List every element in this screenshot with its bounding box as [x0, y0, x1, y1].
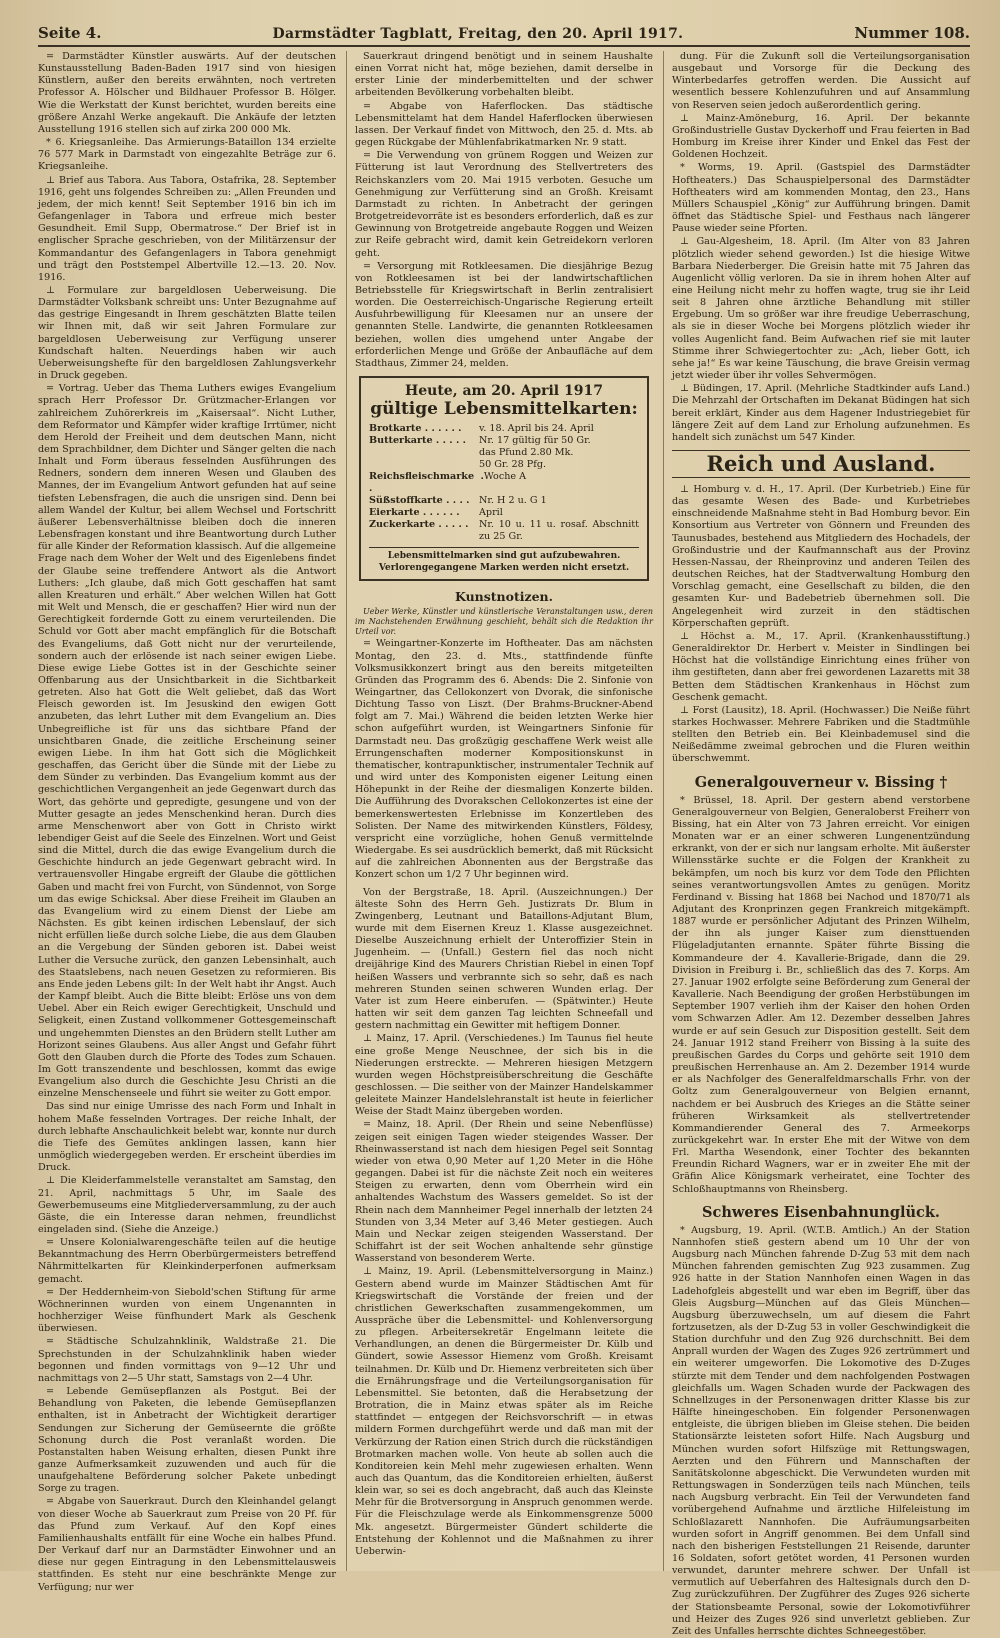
section-title-reich-ausland: Reich und Ausland.	[672, 450, 970, 478]
article: ⊥ Gau-Algesheim, 18. April. (Im Alter von 83 Jahren plötzlich wieder sehend geworden.) Ist die hiesige Witwe Barbara Niederberger. Die Greisin hatte mit 75 Jahren das Augenlicht völlig verloren. Da sie in ihrem hohen Alter auf eine Heilung nicht mehr zu hoffen wagte, trug sie ihr Leid seit 8 Jahren ohne ärztliche Behandlung mit stiller Ergebung. Um so größer war ihre freudige Ueberraschung, als sie in dieser Woche bei Morgens plötzlich wieder ihr volles Augenlicht fand. Beim Aufwachen rief sie mit lauter Stimme ihrer Schwiegertochter zu: „Ach, lieber Gott, ich sehe ja!“ Es war keine Täuschung, die brave Greisin vermag jetzt wieder über ihr volles Sehvermögen.	[672, 236, 970, 382]
issue-number: Nummer 108.	[854, 24, 970, 42]
box-heading-date: Heute, am 20. April 1917	[405, 383, 603, 400]
article: = Versorgung mit Rotkleesamen. Die diesjährige Bezug von Rotkleesamen ist bei der landwirtschaftlichen Betriebsstelle für Kriegswirtschaft in Berlin zentralisiert worden. Die Oesterreichisch-Ungarische Regierung erteilt Ausfuhrbewilligung für Kleesamen nur an unsere der genannten Stelle. Landwirte, die genannten Rotkleesamen beziehen, wollen dies umgehend unter Angabe der erforderlichen Menge und Größe der Anbaufläche auf dem Stadthaus, Zimmer 24, melden.	[355, 260, 653, 369]
article: = Lebende Gemüsepflanzen als Postgut. Bei der Behandlung von Paketen, die lebende Gemüsepflanzen enthalten, ist in Anbetracht der Wichtigkeit derartiger Sendungen zur Sicherung der Gemüseernte die größte Schonung durch die Post veranlaßt worden. Die Postanstalten haben Weisung erhalten, diesen Punkt ihre ganze Aufmerksamkeit zuzuwenden und auch für die unaufgehaltene Beförderung solcher Pakete unbedingt Sorge zu tragen.	[38, 1386, 336, 1495]
box-row	[369, 471, 639, 495]
box-note	[369, 547, 639, 574]
article: = Die Verwendung von grünem Roggen und Weizen zur Fütterung ist laut Verordnung des Stellvertreters des Reichskanzlers vom 20. Mai 1915 verboten. Gesuche um Genehmigung zur Verfütterung sind an Großh. Kreisamt Darmstadt zu richten. In Anbetracht der geringen Brotgetreidevorräte ist es besonders erforderlich, daß es zur Gewinnung von Brotgetreide angebaute Roggen und Weizen zur Reife gebracht wird, damit kein Getreidekorn verloren geht.	[355, 150, 653, 259]
row-value: Woche A	[483, 471, 527, 483]
article: * Worms, 19. April. (Gastspiel des Darmstädter Hoftheaters.) Das Schauspielpersonal des Darmstädter Hoftheaters wird am kommenden Montag, den 23., Hans Müllers Schauspiel „König“ zur Aufführung bringen. Damit öffnet das Städtische Spiel- und Festhaus nach längerer Pause wieder seine Pforten.	[672, 162, 970, 235]
row-key: Eierkarte . . . . . .	[369, 507, 460, 519]
row-key: Reichsfleischmarke . .	[369, 471, 484, 495]
article: = Abgabe von Haferflocken. Das städtische Lebensmittelamt hat dem Handel Haferflocken überwiesen lassen. Der Verkauf findet von Mittwoch, den 25. d. Mts. ab gegen Rückgabe der Mühlenfabrikatmarken Nr. 9 statt.	[355, 100, 653, 149]
row-value: 50 Gr. 28 Pfg.	[479, 459, 547, 471]
box-row	[369, 495, 639, 507]
box-row	[369, 459, 639, 471]
article: * Augsburg, 19. April. (W.T.B. Amtlich.) An der Station Nannhofen stieß gestern abend um 10 Uhr der von Augsburg nach München fahrende D-Zug 53 mit dem nach München fahrenden gemischten Zug 923 zusammen. Zug 926 hatte in der Station Nannhofen einen Wagen in das Ladehofgleis abgestellt und war eben im Begriff, über das Gleis Augsburg—München auf das Gleis München—Augsburg überzuwechseln, um auf diesem die Fahrt fortzusetzen, als der D-Zug 53 in voller Geschwindigkeit die Station durchfuhr und den Zug 926 durchschnitt. Bei dem Anprall wurden der Wagen des Zuges 926 zertrümmert und ein weiterer umgeworfen. Die Lokomotive des D-Zuges stürzte mit dem Tender und dem nachfolgenden Postwagen gleichfalls um. Wagen Schaden wurde der Packwagen des Schnellzuges in der Personenwagen dritter Klasse bis zur Hälfte hineingeschoben. Ein folgender Personenwagen entgleiste, die übrigen blieben im Gleise stehen. Die beiden Stationsärzte leisteten sofort Hilfe. Nach Augsburg und München wurden sofort Hilfszüge mit Rettungswagen, Aerzten und den Führern und Mannschaften der Sanitätskolonne abgeschickt. Die Verwundeten wurden mit Rettungswagen in Sonderzügen teils nach München, teils nach Augsburg verbracht. Ein Teil der Verwundeten fand vorübergehend Aufnahme und ärztliche Hilfeleistung im Schloßlazarett Nannhofen. Die Aufräumungsarbeiten wurden sofort in Angriff genommen. Bei dem Unfall sind nach den bisherigen Feststellungen 21 Reisende, darunter 16 Soldaten, sofort getötet worden, 41 Personen wurden verwundet, darunter mehrere schwer. Der Unfall ist vermutlich auf Ueberfahren des Haltesignals durch den D-Zug zurückzuführen. Der Zugführer des Zuges 926 sicherte der Stationsbeamte Personal, sowie der Lokomotivführer und Heizer des Zuges 926 sind unverletzt geblieben. Zur Zeit des Unfalles herrschte dichtes Schneegestöber.	[672, 1224, 970, 1637]
article: dung. Für die Zukunft soll die Verteilungsorganisation ausgebaut und Vorsorge für die Deckung des Winterbedarfes getroffen werden. Die Aussicht auf wesentlich bessere Kohlenzufuhren und auf Ansammlung von Reserven seien jedoch außerordentlich gering.	[672, 51, 970, 111]
article: = Städtische Schulzahnklinik, Waldstraße 21. Die Sprechstunden in der Schulzahnklinik haben wieder begonnen und finden vormittags von 9—12 Uhr und nachmittags von 2—5 Uhr statt, Samstags von 2—4 Uhr.	[38, 1336, 336, 1384]
page-number-label: Seite 4.	[38, 24, 102, 42]
row-value: das Pfund 2.80 Mk.	[479, 447, 574, 459]
article: = Der Heddernheim-von Siebold'schen Stiftung für arme Wöchnerinnen wurden von einem Ungenannten in hochherziger Weise fünfhundert Mark als Geschenk überwiesen.	[38, 1286, 336, 1335]
article: ⊥ Die Kleiderfammelstelle veranstaltet am Samstag, den 21. April, nachmittags 5 Uhr, im Saale des Gewerbemuseums eine Mitgliederversammlung, zu der auch Gäste, die ein Interesse daran nehmen, freundlichst eingeladen sind. (Siehe die Anzeige.)	[38, 1175, 336, 1235]
article: ⊥ Mainz-Amöneburg, 16. April. Der bekannte Großindustrielle Gustav Dyckerhoff und Frau feierten in Bad Homburg im Kreise ihrer Kinder und Enkel das Fest der Goldenen Hochzeit.	[672, 112, 970, 161]
editorial-disclaimer: Ueber Werke, Künstler und künstlerische Veranstaltungen usw., deren im Nachstehenden Erwähnung geschieht, behält sich die Redaktion ihr Urteil vor.	[355, 607, 653, 637]
column-1	[38, 51, 336, 1593]
row-key: Butterkarte . . . . .	[369, 435, 466, 447]
headline-bissing: Generalgouverneur v. Bissing †	[694, 773, 948, 791]
article: = Darmstädter Künstler auswärts. Auf der deutschen Kunstausstellung Baden-Baden 1917 sind von hiesigen Künstlern, außer den bereits erwähnten, noch vertreten Professor A. Hölscher und Bildhauer Professor B. Hölger. Wie die Werkstatt der Kunst berichtet, wurden bereits eine größere Anzahl Werke angekauft. Die Ankäufe der letzten Ausstellung 1916 stellen sich auf zirka 200 000 Mk.	[38, 51, 336, 135]
article: ⊥ Homburg v. d. H., 17. April. (Der Kurbetrieb.) Eine für das gesamte Wesen des Bade- und Kurbetriebes einschneidende Maßnahme steht in Bad Homburg bevor. Ein Konsortium aus Vertreter von Gönnern und Freunden des Taunusbades, bestehend aus Mitgliedern des Hochadels, der Großindustrie und der Kaufmannschaft aus der Provinz Hessen-Nassau, der Rheinprovinz und anderen Teilen des deutschen Reiches, hat der Stadtverwaltung Homburg den Vorschlag gemacht, eine Gesellschaft zu bilden, die den gesamten Kur- und Badebetrieb übernehmen soll. Die Angelegenheit wird zurzeit in den städtischen Körperschaften geprüft.	[672, 484, 970, 629]
article: * Brüssel, 18. April. Der gestern abend verstorbene Generalgouverneur von Belgien, Generaloberst Freiherr von Bissing, hat ein Alter von 73 Jahren erreicht. Vor einigen Monaten war er an einer schweren Lungenentzündung erkrankt, von der er sich nur langsam erholte. Mit äußerster Willensstärke suchte er die Folgen der Krankheit zu bekämpfen, um noch bis kurz vor dem Tode den Pflichten seines verantwortungsvollen Amtes zu genügen. Moritz Ferdinand v. Bissing hat 1868 bei Nachod und 1870/71 als Adjutant des Kronprinzen gegen Frankreich mitgekämpft. 1887 wurde er persönlicher Adjutant des Prinzen Wilhelm, der ihn als junger Kaiser zum diensttuenden Flügeladjutanten ernannte. Später führte Bissing die Kommandeure der 4. Kavallerie-Brigade, dann die 29. Division in Freiburg i. Br., schließlich das des 7. Korps. Am 27. Januar 1902 erfolgte seine Beförderung zum General der Kavallerie. Nach Beendigung der großen Herbstübungen im September 1907 verlieh ihm der Kaiser den hohen Orden vom Schwarzen Adler. Am 12. Dezember desselben Jahres wurde er auf sein Gesuch zur Disposition gestellt. Seit dem 24. Januar 1912 stand Freiherr von Bissing à la suite des preußischen Gardes du Corps und gehörte seit 1910 dem preußischen Herrenhause an. Am 2. Dezember 1914 wurde er als Nachfolger des Generalfeldmarschalls Frhr. von der Goltz zum Generalgouverneur von Belgien ernannt, nachdem er bei Ausbruch des Krieges an die Stätte seiner früheren Wirksamkeit als stellvertretender Kommandierender General des 7. Armeekorps zurückgekehrt war. In erster Ehe mit der Witwe von dem Frl. Martha Wesendonk, einer Tochter des bekannten Freundin Richard Wagners, war er in zweiter Ehe mit der Gräfin Alice Königsmark verheiratet, eine Tochter des Schloßhauptmanns von Rheinsberg.	[672, 794, 970, 1195]
article: * 6. Kriegsanleihe. Das Armierungs-Bataillon 134 erzielte 76 577 Mark in Darmstadt von eingezahlte Beträge zur 6. Kriegsanleihe.	[38, 137, 336, 173]
newspaper-title: Darmstädter Tagblatt, Freitag, den 20. April 1917.	[272, 26, 684, 42]
article: Das sind nur einige Umrisse des nach Form und Inhalt in hohem Maße fesselnden Vortrages. Der reiche Inhalt, der durch lebhafte Anschaulichkeit belebt war, konnte nur durch die Tiefe des Gemütes anklingen lassen, kann hier unmöglich wiedergegeben werden. Er erscheint überdies im Druck.	[38, 1101, 336, 1174]
column-2	[346, 51, 653, 1571]
article: ⊥ Büdingen, 17. April. (Mehrliche Stadtkinder aufs Land.) Die Mehrzahl der Ortschaften im Dekanat Büdingen hat sich bereit erklärt, Kinder aus dem Hagener Industriegebiet für längere Zeit auf dem Land zur Erholung aufzunehmen. Es handelt sich zunächst um 547 Kinder.	[672, 383, 970, 443]
box-row	[369, 507, 639, 519]
article: = Unsere Kolonialwarengeschäfte teilen auf die heutige Bekanntmachung des Herrn Oberbürgermeisters betreffend Nährmittelkarten für Kleinkinderperfonen aufmerksam gemacht.	[38, 1237, 336, 1285]
row-value: Nr. 10 u. 11 u. rosaf. Abschnitt zu 25 Gr.	[479, 519, 639, 543]
article: = Mainz, 18. April. (Der Rhein und seine Nebenflüsse) zeigen seit einigen Tagen wieder steigendes Wasser. Der Rheinwasserstand ist nach dem hiesigen Pegel seit Sonntag wieder von etwa 0,90 Meter auf 1,20 Meter in die Höhe gegangen. Dabei ist für die nächste Zeit noch ein weiteres Steigen zu erwarten, denn vom Oberrhein wird ein anhaltendes Wachstum des Wassers gemeldet. So ist der Rhein nach dem Mannheimer Pegel innerhalb der letzten 24 Stunden von 3,34 Meter auf 3,46 Meter gestiegen. Auch Main und Neckar zeigen steigenden Wasserstand. Der Schiffahrt ist der seit Wochen anhaltende sehr günstige Wasserstand von besonderem Werte.	[355, 1119, 653, 1265]
box-row	[369, 519, 639, 543]
box-note-line: Lebensmittelmarken sind gut aufzubewahren.	[387, 551, 621, 562]
article: ⊥ Mainz, 19. April. (Lebensmittelversorgung in Mainz.) Gestern abend wurde im Mainzer Städtischen Amt für Kriegswirtschaft die Vorstände der freien und der christlichen Gewerkschaften zusammengekommen, um Ausspräche über die Lebensmittel- und Kohlenversorgung zu pflegen. Arbeitersekretär Engelmann leitete die Verhandlungen, an denen die Bürgermeister Dr. Külb und Gündert, sowie Assessor Hiemenz vom Großh. Kreisamt teilnahmen. Dr. Külb und Dr. Hiemenz verbreiteten sich über die Ernährungsfrage und die Verteilungsorganisation für Lebensmittel. Sie betonten, daß die Herabsetzung der Brotration, die in Mainz etwas später als im Reiche stattfindet — entgegen der Reichsvorschrift — in etwas mildern Formen durchgeführt werde und daß man mit der Verkürzung der Ration einen Strich durch die rückständigen Brotmarken machen wolle. Von heute ab sollen auch die Konditoreien kein Mehl mehr zugewiesen erhalten. Wenn auch das Quantum, das die Konditoreien erhielten, äußerst klein war, so sei es doch angebracht, daß auch das Kleinste Mehr für die Brotversorgung in Anspruch genommen werde. Für die Fleischzulage werde als Einkommensgrenze 5000 Mk. angesetzt. Bürgermeister Gündert schilderte die Entstehung der Kohlennot und die Maßnahmen zu ihrer Ueberwin-	[355, 1266, 653, 1557]
masthead	[38, 24, 970, 47]
row-value: Nr. H 2 u. G 1	[479, 495, 547, 507]
article: Sauerkraut dringend benötigt und in seinem Haushalte einen Vorrat nicht hat, möge beziehen, damit derselbe in erster Linie der minderbemittelten und der schwer arbeitenden Bevölkerung vorbehalten bleibt.	[355, 51, 653, 99]
article: = Abgabe von Sauerkraut. Durch den Kleinhandel gelangt von dieser Woche ab Sauerkraut zum Preise von 20 Pf. für das Pfund zum Verkauf. Auf den Kopf eines Familienhaushalts entfällt für eine Woche ein halbes Pfund. Der Verkauf darf nur an Darmstädter Einwohner und an diese nur gegen Eintragung in den Lebensmittelausweis stattfinden. Es steht nur eine beschränkte Menge zur Verfügung; nur wer	[38, 1496, 336, 1593]
row-key: Süßstoffkarte . . . .	[369, 495, 470, 507]
columns	[38, 51, 970, 1637]
row-value: April	[479, 507, 503, 519]
box-row	[369, 423, 639, 435]
row-key: Brotkarte . . . . . .	[369, 423, 462, 435]
ration-card-box	[359, 376, 649, 581]
row-value: v. 18. April bis 24. April	[479, 423, 594, 435]
column-3	[663, 51, 970, 1637]
article: ⊥ Höchst a. M., 17. April. (Krankenhausstiftung.) Generaldirektor Dr. Herbert v. Meister in Sindlingen bei Höchst hat die vollständige Einrichtung eines früher von ihm gestifteten, dann aber frei gewordenen Lazaretts mit 38 Betten dem Städtischen Krankenhaus in Höchst zum Geschenk gemacht.	[672, 630, 970, 703]
box-row	[369, 435, 639, 447]
article: ⊥ Mainz, 17. April. (Verschiedenes.) Im Taunus fiel heute eine große Menge Neuschnee, der sich bis in die Niederungen erstreckte. — Mehreren hiesigen Metzgern wurden wegen Höchstpreisüberschreitung die Geschäfte geschlossen. — Die seither von der Mainzer Handelskammer geleitete Mainzer Handelslehranstalt ist heute in feierlicher Weise der Stadt Mainz übergeben worden.	[355, 1033, 653, 1118]
article: ⊥ Forst (Lausitz), 18. April. (Hochwasser.) Die Neiße führt starkes Hochwasser. Mehrere Fabriken und die Stadtmühle stellten den Betrieb ein. Bei Kleinbademusel sind die Neißedämme zweimal gebrochen und die Fluren weithin überschwemmt.	[672, 704, 970, 765]
article: = Weingartner-Konzerte im Hoftheater. Das am nächsten Montag, den 23. d. Mts., stattfindende fünfte Volksmusikkonzert bringt aus den bereits mitgeteilten Gründen das Programm des 6. Abends: Die 2. Sinfonie von Weingartner, das Cellokonzert von Dvorak, die sinfonische Dichtung Tasso von Liszt. (Der Brahms-Bruckner-Abend folgt am 7. Mai.) Während die beiden letzten Werke hier schon aufgeführt wurden, ist Weingartners Sinfonie für Darmstadt neu. Das großzügig geschaffene Werk weist alle Errungenschaften moderner Kompositionskunst in thematischer, kontrapunktischer, instrumentaler Technik auf und wird unter des Komponisten eigener Leitung einen Höhepunkt in der Reihe der diesmaligen Konzerte bilden. Die Aufführung des Dvorakschen Cellokonzertes ist eine der bemerkenswertesten Erlebnisse im Konzertleben des Solisten. Der Name des mitwirkenden Künstlers, Földesy, verspricht eine vorzügliche, hohen Genuß vermittelnde Wiedergabe. Es sei ausdrücklich bemerkt, daß mit Rücksicht auf die zahlreichen Abonnenten aus der Bergstraße das Konzert schon um 1/2 7 Uhr beginnen wird.	[355, 638, 653, 881]
headline-eisenbahnunglueck: Schweres Eisenbahnunglück.	[702, 1203, 940, 1221]
article: ⊥ Formulare zur bargeldlosen Ueberweisung. Die Darmstädter Volksbank schreibt uns: Unter Bezugnahme auf das gestrige Eingesandt in Ihrem geschätzten Blatte teilen wir Ihnen mit, daß wir seit Jahren Formulare zur bargeldlosen Ueberweisung zur Verfügung unserer Kundschaft halten. Neuerdings haben wir auch Ueberweisungshefte für den bargeldlosen Zahlungsverkehr in Druck gegeben.	[38, 284, 336, 382]
article: ⊥ Brief aus Tabora. Aus Tabora, Ostafrika, 28. September 1916, geht uns folgendes Schreiben zu: „Allen Freunden und jedem, der mich kennt! Seit September 1916 bin ich im Gefangenlager in Tabora und erfreue mich bester Gesundheit. Emil Supp, Obermatrose.“ Der Brief ist in englischer Sprache geschrieben, von der Militärzensur der Kommandantur des Gefangenlagers in Tabora genehmigt und trägt den Poststempel Albertville 12.—13. 20. Nov. 1916.	[38, 174, 336, 283]
row-value: Nr. 17 gültig für 50 Gr.	[479, 435, 591, 447]
box-heading: gültige Lebensmittelkarten:	[370, 399, 638, 420]
row-key: Zuckerkarte . . . . .	[369, 519, 469, 531]
box-row	[369, 447, 639, 459]
article: = Vortrag. Ueber das Thema Luthers ewiges Evangelium sprach Herr Professor Dr. Grützmacher-Erlangen vor zahlreichem Zuhörerkreis im „Kaisersaal“. Nicht Luther, dem Reformator und Kämpfer wider kraftige Irrtümer, nicht dem Herold der Freiheit und dem deutschen Mann, nicht dem Sprachbildner, dem Dichter und Sänger gelten die nach Inhalt und Form überaus fesselnden Ausführungen des Redners, sondern dem inneren Wesen und Glauben des Mannes, der im Evangelium Antwort gefunden hat auf seine tiefsten Lebensfragen, die auch die unsrigen sind. Denn bei allem Wandel der Kultur, bei allem Wechsel und Fortschritt äußerer Lebensverhältnisse bleiben doch die inneren Lebensfragen konstant und ihre Beantwortung durch Luther für alle Kinder der Reformation klassisch. Auf die allgemeine Frage nach dem Woher der Welt und des Eigenlebens findet der Glaube seine treffendere Antwort als die Antwort Luthers: „Ich glaube, daß mich Gott geschaffen hat samt allen Kreaturen und erhält.“ Aber welchen Willen hat Gott mit Welt und Mensch, die er geschaffen? Hier wird nun der Gerechtigkeit fordernde Gott zu einem verurteilenden. Die Schuld vor Gott aber macht empfänglich für die Botschaft des Evangeliums, daß Gott nicht nur der verurteilende, sondern auch der erlösende ist nach seiner ewigen Liebe. Diese ewige Liebe Gottes ist in der Geschichte seiner Offenbarung aus der Unsichtbarkeit in die Sichtbarkeit getreten. Also hat Gott die Welt geliebet, daß das Wort Fleisch geworden ist. Im Jesuskind den ewigen Gott anzubeten, das lehrt Luther mit dem Evangelium an. Dies Unbegreifliche ist für uns das sichtbare Pfand der unsichtbaren Gnade, die zeitliche Erscheinung seiner ewigen Liebe. In ihm hat Gott sich die Möglichkeit geschaffen, das Gericht über die Sünde mit der Liebe zu dem Sünder zu verbinden. Das Evangelium kommt aus der geschichtlichen Vergangenheit an jede Gegenwart durch das Wort, das gehörte und gepredigte, gesungene und von der Mutter gesagte an jedes Menschenkind heran. Durch dies arme Menschenwort aber von Gott in Christo wirkt lebendiger Geist auf die Seele des Einzelnen. Wort und Geist sind die Mittel, durch die das ewige Evangelium durch die Geschichte hindurch an jede Gegenwart gebracht wird. In vertrauensvoller Hingabe ergreift der Glaube die göttlichen Gaben und macht frei von Furcht, von Sündennot, von Sorge um das ewige Schicksal. Aber diese Freiheit im Glauben an das Evangelium wird zu einem Dienst der Liebe am Nächsten. Es gibt keinen irdischen Lebenslauf, der sich nicht erfüllen ließe durch solche Liebe, die aus dem Glauben an die Vergebung der Sünden geboren ist. Dabei weist Luther die Versuche zurück, den ganzen Lebensinhalt, auch des Staatslebens, nach neuen Gesetzen zu reformieren. Bis ans Ende jeden Lebens gilt: In der Welt habt ihr Angst. Auch der Kampf bleibt. Auch die Bitte bleibt: Erlöse uns von dem Uebel. Aber ein Reich ewiger Gerechtigkeit, Unschuld und Seligkeit, einen Zustand vollkommener Gottesgemeinschaft und ungehemmten Dienstes an den Brüdern stellt Luther am Horizont seines Glaubens. Aus aller Angst und Gefahr führt Gott den Glauben durch die Pforte des Todes zum Schauen. Im Gott transzendente und beschlossen, kommt das ewige Evangelium also durch die Geschichte Jesu Christi an die einzelne Menschenseele und führt sie weiter zu Gott empor.	[38, 383, 336, 1100]
box-note-line: Verlorengegangene Marken werden nicht ersetzt.	[378, 563, 630, 574]
section-title-kunstnotizen: Kunstnotizen.	[454, 589, 554, 605]
article: Von der Bergstraße, 18. April. (Auszeichnungen.) Der älteste Sohn des Herrn Geh. Justizrats Dr. Blum in Zwingenberg, Leutnant und Bataillons-Adjutant Blum, wurde mit dem Eisernen Kreuz 1. Klasse ausgezeichnet. Dieselbe Auszeichnung erhielt der Unteroffizier Stein in Jugenheim. — (Unfall.) Gestern fiel das noch nicht dreijährige Kind des Maurers Christian Riebel in einen Topf heißen Wassers und verbrannte sich so sehr, daß es nach mehreren Stunden seinen schweren Wunden erlag. Der Vater ist zum Heere einberufen. — (Spätwinter.) Heute hatten wir seit dem ganzen Tag leichten Schneefall und gestern nachmittag ein Gewitter mit heftigem Donner.	[355, 886, 653, 1032]
